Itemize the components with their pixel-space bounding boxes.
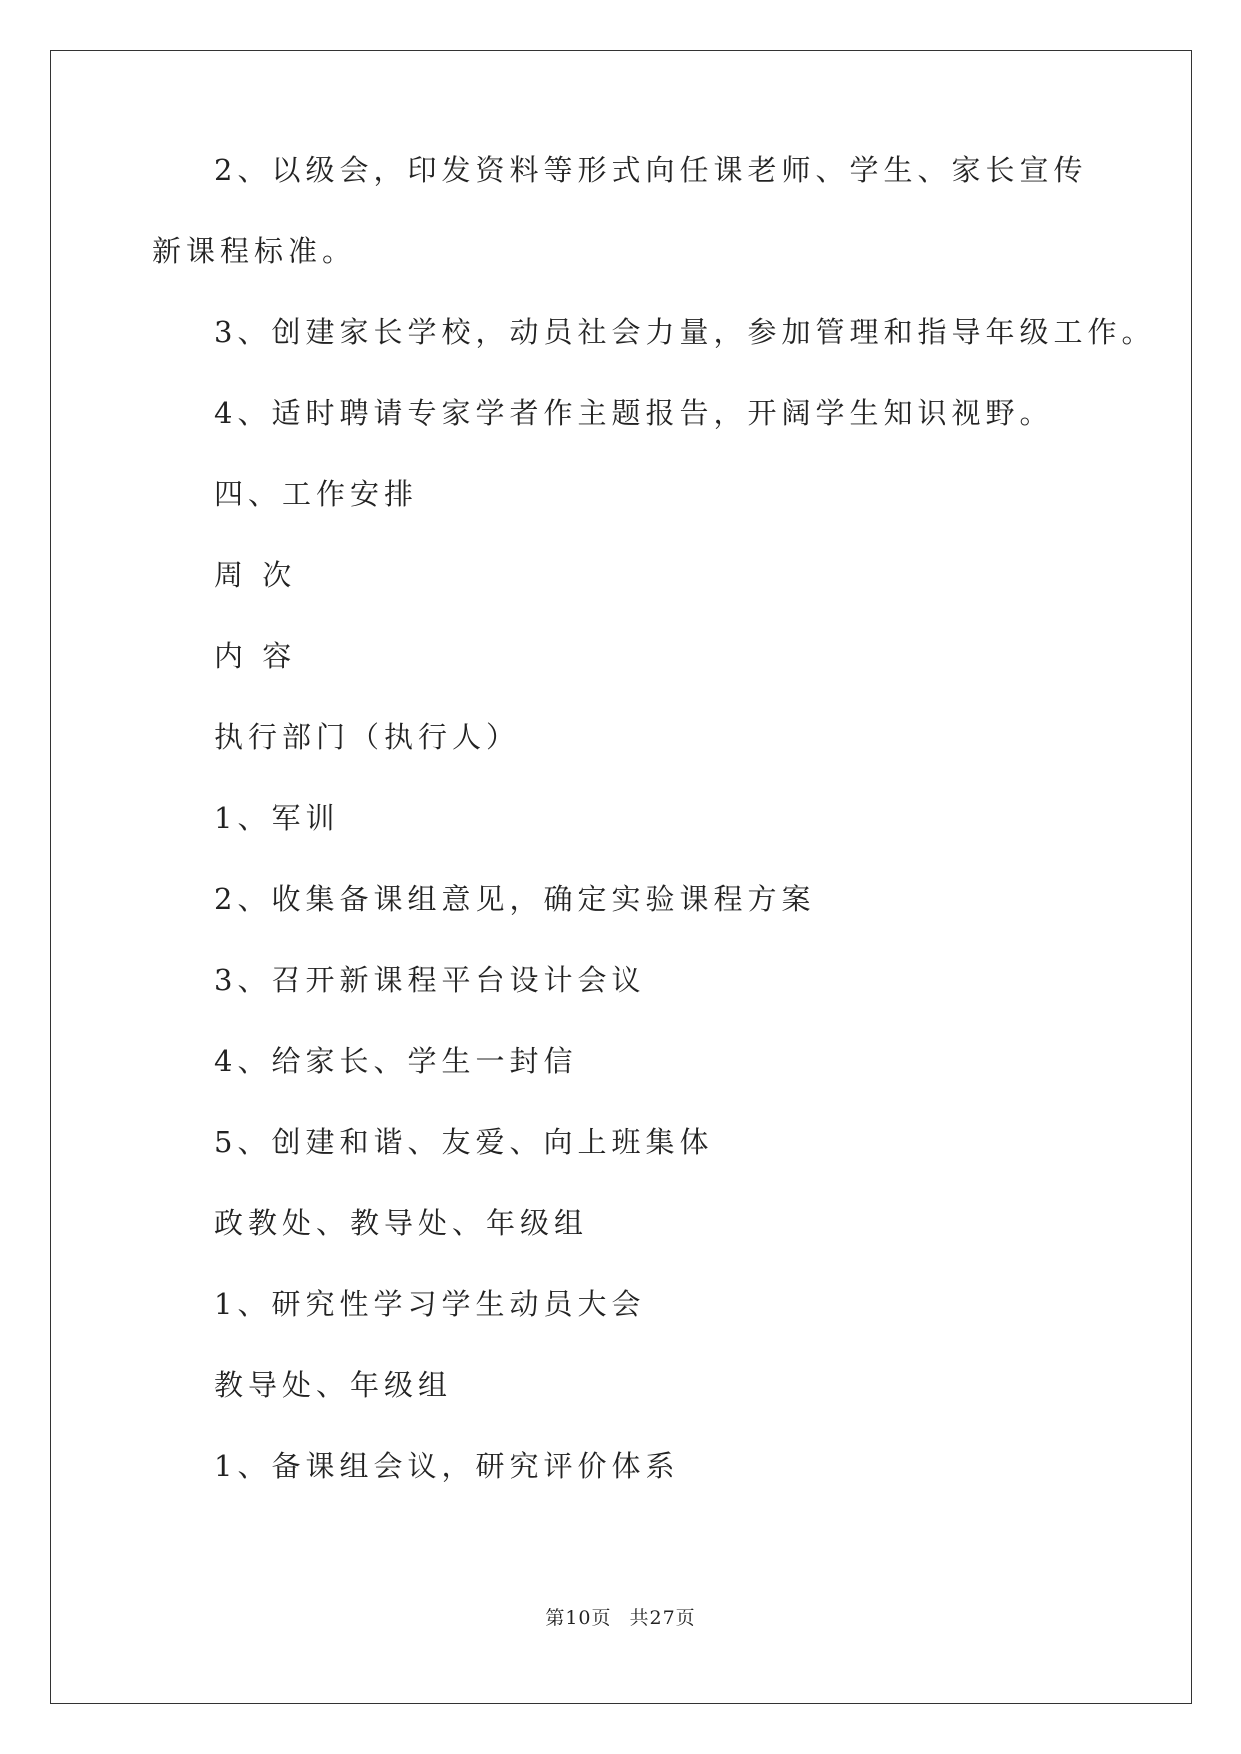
section-heading: 四、工作安排 [214,477,419,511]
page-number: 第10页 [545,1607,612,1629]
list-item: 5、创建和谐、友爱、向上班集体 [214,1125,714,1159]
total-pages: 共27页 [629,1607,696,1629]
list-item: 3、召开新课程平台设计会议 [214,963,646,997]
table-header-department: 执行部门（执行人） [214,720,521,754]
list-item: 1、备课组会议，研究评价体系 [214,1449,680,1483]
list-item: 1、军训 [214,801,340,835]
paragraph-1: 2、以级会，印发资料等形式向任课老师、学生、家长宣传新课程标准。 [152,153,1088,268]
page-footer [0,1603,1241,1630]
list-item: 2、收集备课组意见，确定实验课程方案 [214,882,816,916]
document-body [152,150,1156,1527]
table-header-week: 周 次 [214,558,297,592]
paragraph-2: 3、创建家长学校，动员社会力量，参加管理和指导年级工作。 [214,315,1156,349]
department-text: 教导处、年级组 [214,1368,453,1402]
department-text: 政教处、教导处、年级组 [214,1206,589,1240]
list-item: 4、给家长、学生一封信 [214,1044,578,1078]
paragraph-3: 4、适时聘请专家学者作主题报告，开阔学生知识视野。 [214,396,1054,430]
table-header-content: 内 容 [214,639,297,673]
list-item: 1、研究性学习学生动员大会 [214,1287,646,1321]
